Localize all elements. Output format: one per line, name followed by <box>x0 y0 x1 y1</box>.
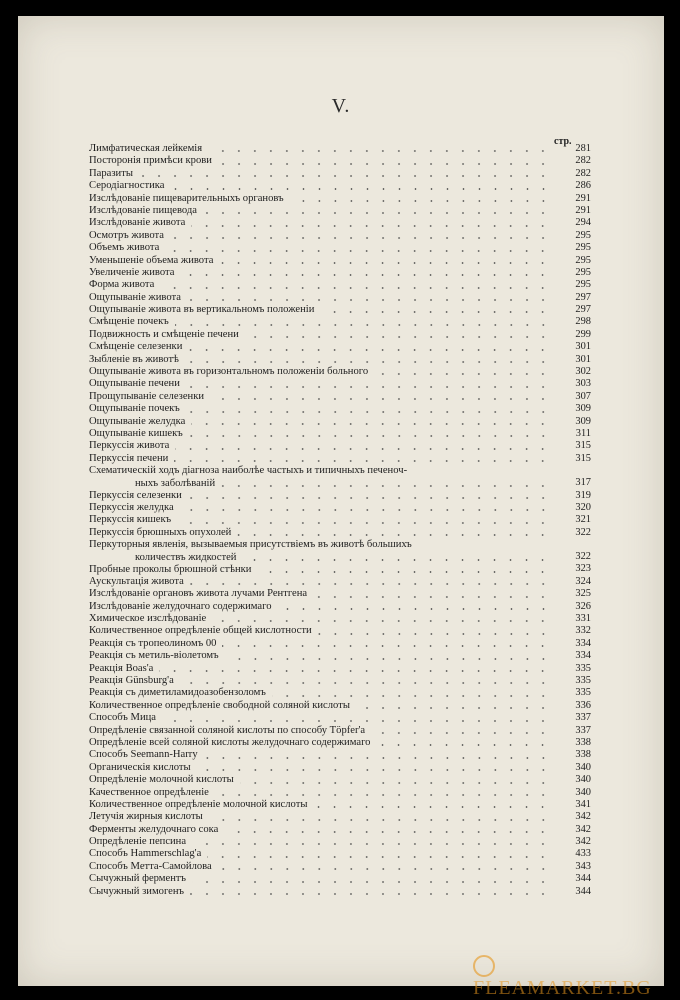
leader-dots <box>188 349 551 351</box>
leader-dots <box>180 274 551 276</box>
toc-entry <box>89 712 591 724</box>
toc-entry-page: 299 <box>575 328 591 340</box>
leader-dots <box>242 559 551 561</box>
toc-entry-page: 344 <box>575 885 591 897</box>
leader-dots <box>221 485 551 487</box>
leader-dots <box>139 175 551 177</box>
leader-dots <box>175 324 551 326</box>
toc-entry-title: Объемъ живота <box>89 242 160 254</box>
roman-page-number: V. <box>331 95 351 117</box>
leader-dots <box>188 497 551 499</box>
watermark-text: FLEAMARKET.BG <box>473 977 652 1000</box>
toc-entry-title: Изслѣдованіе живота <box>89 217 186 229</box>
leader-dots <box>160 287 551 289</box>
toc-entry-title: Посторонія примѣси крови <box>89 155 212 167</box>
watermark <box>473 954 664 1000</box>
leader-dots <box>376 744 551 746</box>
toc-entry-title: Паразиты <box>89 167 133 179</box>
leader-dots <box>190 583 551 585</box>
toc-entry-page: 341 <box>575 798 591 810</box>
toc-entry-title: Ферменты желудочнаго сока <box>89 823 219 835</box>
toc-entry-title: Зыбленіе въ животѣ <box>89 353 179 365</box>
toc-entry <box>89 799 591 811</box>
toc-entry-title: Серодіагностика <box>89 180 165 192</box>
toc-entry <box>89 205 591 217</box>
toc-entry <box>89 787 591 799</box>
toc-entry <box>89 180 591 192</box>
toc-entry-title: Количественное опредѣленіе молочной кислоты <box>89 798 308 810</box>
leader-dots <box>210 398 551 400</box>
toc-entry <box>89 613 591 625</box>
toc-entry-title: Опредѣленіе связанной соляной кислоты по способу Töpfer'a <box>89 724 366 736</box>
toc-entry <box>89 811 591 823</box>
toc-entry-page: 282 <box>575 155 591 167</box>
toc-entry <box>89 824 591 836</box>
toc-entry <box>89 886 591 898</box>
toc-entry-page: 335 <box>575 687 591 699</box>
leader-dots <box>219 262 551 264</box>
toc-entry-page: 295 <box>575 254 591 266</box>
toc-entry <box>89 737 591 749</box>
toc-entry <box>89 230 591 242</box>
toc-entry-title: Сычужный ферментъ <box>89 873 186 885</box>
toc-entry-title: Реакція Günsburg'a <box>89 675 174 687</box>
toc-entry-title: Опредѣленіе всей соляной кислоты желудочнаго содержимаго <box>89 736 371 748</box>
leader-dots <box>212 620 551 622</box>
toc-entry <box>89 576 591 588</box>
leader-dots <box>278 608 551 610</box>
toc-entry-page: 342 <box>575 811 591 823</box>
toc-entry-page: 291 <box>575 192 591 204</box>
toc-entry <box>89 217 591 229</box>
toc-entry-page: 295 <box>575 279 591 291</box>
toc-entry <box>89 465 591 489</box>
toc-entry <box>89 378 591 390</box>
toc-entry <box>89 700 591 712</box>
toc-entry-page: 338 <box>575 749 591 761</box>
toc-entry <box>89 650 591 662</box>
toc-entry <box>89 292 591 304</box>
toc-entry-page: 294 <box>575 217 591 229</box>
toc-entry-page: 343 <box>575 860 591 872</box>
toc-entry-page: 320 <box>575 501 591 513</box>
leader-dots <box>171 188 552 190</box>
toc-entry <box>89 416 591 428</box>
toc-entry-title: Изслѣдованіе пищеварительныхъ органовъ <box>89 192 284 204</box>
toc-entry <box>89 539 591 563</box>
toc-entry-title: Опредѣленіе пепсина <box>89 836 187 848</box>
toc-entry-title: Перкуторныя явленія, вызываемыя присутствіемъ въ животѣ большихъ <box>89 539 412 551</box>
toc-entry <box>89 601 591 613</box>
leader-dots <box>371 732 551 734</box>
toc-entry-title: Реакція съ метиль-віолетомъ <box>89 650 219 662</box>
toc-entry-title: Смѣщеніе почекъ <box>89 316 169 328</box>
leader-dots <box>192 881 551 883</box>
leader-dots <box>175 448 551 450</box>
toc-entry-page: 338 <box>575 736 591 748</box>
toc-entry-page: 335 <box>575 662 591 674</box>
leader-dots <box>180 682 551 684</box>
toc-entry-title: Смѣщеніе селезенки <box>89 341 183 353</box>
toc-entry-title: Ощупываніе живота <box>89 291 181 303</box>
toc-entry-page: 336 <box>575 699 591 711</box>
toc-entry-page: 297 <box>575 291 591 303</box>
toc-entry-title: Реакція съ тропеолиномъ 00 <box>89 637 217 649</box>
toc-entry <box>89 663 591 675</box>
toc-entry <box>89 428 591 440</box>
toc-entry-title: Органическія кислоты <box>89 761 191 773</box>
leader-dots <box>240 782 551 784</box>
leader-dots <box>237 534 551 536</box>
toc-entry <box>89 403 591 415</box>
toc-entry <box>89 242 591 254</box>
leader-dots <box>159 670 551 672</box>
toc-entry-title: Реакція съ диметиламидоазобензоломъ <box>89 687 266 699</box>
toc-entry-page: 326 <box>575 600 591 612</box>
toc-entry-title: Изслѣдованіе пищевода <box>89 204 198 216</box>
toc-entry-page: 340 <box>575 786 591 798</box>
leader-dots <box>190 893 551 895</box>
toc-entry <box>89 168 591 180</box>
toc-entry <box>89 155 591 167</box>
toc-entry <box>89 873 591 885</box>
toc-entry <box>89 143 591 155</box>
toc-entry-title: Сычужный зимогенъ <box>89 885 185 897</box>
toc-entry-page: 331 <box>575 613 591 625</box>
toc-entry <box>89 625 591 637</box>
leader-dots <box>225 658 551 660</box>
leader-dots <box>356 707 551 709</box>
leader-dots <box>320 311 551 313</box>
toc-entry-title: Способъ Метта-Самойлова <box>89 860 212 872</box>
toc-entry-page: 307 <box>575 390 591 402</box>
toc-entry <box>89 304 591 316</box>
leader-dots <box>215 794 551 796</box>
toc-entry-page: 334 <box>575 650 591 662</box>
toc-entry-page: 325 <box>575 588 591 600</box>
toc-entry <box>89 861 591 873</box>
toc-entry <box>89 366 591 378</box>
leader-dots <box>224 831 551 833</box>
toc-entry-page: 297 <box>575 304 591 316</box>
leader-dots <box>203 212 551 214</box>
toc-entry-page: 340 <box>575 774 591 786</box>
toc-entry <box>89 725 591 737</box>
leader-dots <box>208 150 551 152</box>
toc-entry <box>89 440 591 452</box>
toc-entry-title: Уменьшеніе объема живота <box>89 254 214 266</box>
toc-entry-title: Схематическій ходъ діагноза наиболѣе частыхъ и типичныхъ печеноч- <box>89 465 408 477</box>
toc-entry-title: Пробные проколы брюшной стѣнки <box>89 563 252 575</box>
toc-entry-page: 282 <box>575 167 591 179</box>
toc-entry-page: 315 <box>575 440 591 452</box>
leader-dots <box>192 843 551 845</box>
toc-entry <box>89 502 591 514</box>
toc-entry-page: 301 <box>575 353 591 365</box>
toc-entry-title: Перкуссія брюшныхъ опухолей <box>89 526 232 538</box>
leader-dots <box>313 806 551 808</box>
toc-entry-title: Аускультація живота <box>89 575 184 587</box>
toc-entry-page: 334 <box>575 637 591 649</box>
toc-entry-title: Форма живота <box>89 279 155 291</box>
leader-dots <box>204 757 551 759</box>
leader-dots <box>257 571 551 573</box>
leader-dots <box>177 522 551 524</box>
toc-entry <box>89 836 591 848</box>
toc-entry-page: 344 <box>575 873 591 885</box>
toc-entry-page: 321 <box>575 514 591 526</box>
toc-entry-page: 433 <box>575 848 591 860</box>
toc-entry-title: Перкуссія желудка <box>89 501 174 513</box>
toc-entry <box>89 638 591 650</box>
toc-entry <box>89 675 591 687</box>
leader-dots <box>180 509 551 511</box>
leader-dots <box>174 460 551 462</box>
toc-entry-page: 298 <box>575 316 591 328</box>
toc-entry <box>89 341 591 353</box>
toc-entry-page: 340 <box>575 761 591 773</box>
toc-entry-page: 309 <box>575 403 591 415</box>
leader-dots <box>218 868 551 870</box>
leader-dots <box>290 200 551 202</box>
toc-entry-title: Ощупываніе кишекъ <box>89 427 183 439</box>
toc-entry <box>89 588 591 600</box>
toc-entry-page: 303 <box>575 378 591 390</box>
toc-entry-page: 315 <box>575 452 591 464</box>
leader-dots <box>222 645 551 647</box>
toc-entry <box>89 564 591 576</box>
toc-entry <box>89 514 591 526</box>
leader-dots <box>374 373 551 375</box>
leader-dots <box>165 250 551 252</box>
toc-entry <box>89 848 591 860</box>
toc-entry-title: Способъ Hammerschlag'a <box>89 848 202 860</box>
leader-dots <box>207 856 551 858</box>
leader-dots <box>191 423 551 425</box>
leader-dots <box>185 361 551 363</box>
toc-entry-page: 335 <box>575 675 591 686</box>
toc-entry-title: Перкуссія кишекъ <box>89 514 172 526</box>
toc-entry-page: 319 <box>575 489 591 501</box>
toc-entry-page: 295 <box>575 266 591 278</box>
toc-entry-page: 322 <box>575 526 591 538</box>
toc-entry-title: Химическое изслѣдованіе <box>89 613 207 625</box>
toc-entry-title: Подвижность и смѣщеніе печени <box>89 328 239 340</box>
toc-entry-page: 322 <box>575 551 591 563</box>
toc-entry <box>89 687 591 699</box>
leader-dots <box>218 163 551 165</box>
toc-entry-title: Качественное опредѣленіе <box>89 786 209 798</box>
toc-entry-title: Изслѣдованіе желудочнаго содержимаго <box>89 600 272 612</box>
toc-entry-title: Изслѣдованіе органовъ живота лучами Рентгена <box>89 588 308 600</box>
toc-entry-title: Лимфатическая лейкемія <box>89 143 203 154</box>
leader-dots <box>197 769 551 771</box>
toc-entry-title: Ощупываніе почекъ <box>89 403 180 415</box>
toc-entry <box>89 490 591 502</box>
toc-entry <box>89 527 591 539</box>
toc-entry-page: 286 <box>575 180 591 192</box>
toc-entry-page: 309 <box>575 415 591 427</box>
toc-entry <box>89 316 591 328</box>
toc-entry-title: Перкуссія печени <box>89 452 169 464</box>
leader-dots <box>191 225 551 227</box>
toc-entry-page: 324 <box>575 575 591 587</box>
toc-entry <box>89 391 591 403</box>
toc-entry <box>89 255 591 267</box>
table-of-contents <box>89 143 591 898</box>
leader-dots <box>313 596 551 598</box>
toc-entry-title: Опредѣленіе молочной кислоты <box>89 774 234 786</box>
toc-entry <box>89 267 591 279</box>
toc-entry-title: Летучія жирныя кислоты <box>89 811 203 823</box>
toc-entry-page: 311 <box>575 427 591 439</box>
toc-entry-title: Количественное опредѣленіе общей кислотности <box>89 625 312 637</box>
leader-dots <box>272 695 551 697</box>
leader-dots <box>170 237 551 239</box>
leader-dots <box>209 819 551 821</box>
toc-entry <box>89 453 591 465</box>
toc-entry-title: Ощупываніе печени <box>89 378 180 390</box>
leader-dots <box>189 435 551 437</box>
toc-entry-page: 302 <box>575 366 591 378</box>
toc-entry-title: Способъ Seemann-Harry <box>89 749 198 761</box>
toc-entry-page: 295 <box>575 229 591 241</box>
toc-entry-title: Ощупываніе живота въ горизонтальномъ положеніи больного <box>89 366 369 378</box>
toc-entry-page: 281 <box>575 142 591 154</box>
toc-entry-title: Прощупываніе селезенки <box>89 390 205 402</box>
toc-entry-title: Увеличеніе живота <box>89 266 175 278</box>
leader-dots <box>186 386 551 388</box>
toc-entry-title-continued: ныхъ заболѣваній <box>135 477 216 489</box>
toc-entry-page: 342 <box>575 823 591 835</box>
toc-entry <box>89 279 591 291</box>
toc-entry <box>89 749 591 761</box>
toc-entry-title: Ощупываніе желудка <box>89 415 186 427</box>
toc-entry-title: Способъ Мица <box>89 712 157 724</box>
leader-dots <box>245 336 551 338</box>
toc-entry-title: Перкуссія селезенки <box>89 489 182 501</box>
toc-entry-page: 323 <box>575 563 591 575</box>
fleamarket-logo-icon <box>473 955 495 977</box>
toc-entry-title: Реакція Boas'a <box>89 662 154 674</box>
toc-entry <box>89 193 591 205</box>
toc-entry <box>89 354 591 366</box>
toc-entry-page: 332 <box>575 625 591 637</box>
toc-entry-title-continued: количествъ жидкостей <box>135 551 237 563</box>
leader-dots <box>187 299 551 301</box>
leader-dots <box>318 633 551 635</box>
toc-entry-title: Ощупываніе живота въ вертикальномъ положеніи <box>89 304 315 316</box>
toc-entry-page: 342 <box>575 836 591 848</box>
toc-entry-page: 337 <box>575 712 591 724</box>
toc-entry-page: 317 <box>575 477 591 489</box>
toc-entry-page: 337 <box>575 724 591 736</box>
toc-entry <box>89 774 591 786</box>
book-page <box>18 16 664 1000</box>
toc-entry-page: 301 <box>575 341 591 353</box>
toc-entry-page: 295 <box>575 242 591 254</box>
toc-entry-page: 291 <box>575 204 591 216</box>
leader-dots <box>162 720 551 722</box>
toc-entry-title: Осмотръ живота <box>89 229 164 241</box>
page-column-header: стр. <box>554 136 572 147</box>
toc-entry-title: Перкуссія живота <box>89 440 170 452</box>
toc-entry <box>89 762 591 774</box>
toc-entry <box>89 329 591 341</box>
leader-dots <box>186 411 551 413</box>
toc-entry-title: Количественное опредѣленіе свободной соляной кислоты <box>89 699 350 711</box>
